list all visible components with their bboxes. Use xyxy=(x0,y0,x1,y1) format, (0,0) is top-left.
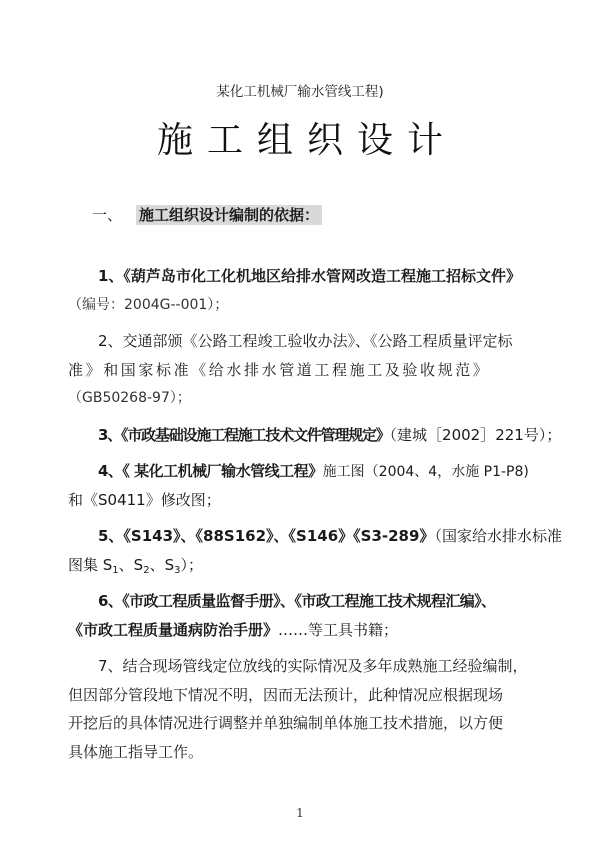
list-item-text-bold: 4、《 某化工机械厂输水管线工程》 xyxy=(98,462,323,480)
list-item-text: 7、结合现场管线定位放线的实际情况及多年成熟施工经验编制， xyxy=(98,657,528,675)
list-item-text xyxy=(68,616,544,645)
list-item-text: （GB50268-97）； xyxy=(68,390,191,406)
list-item-text xyxy=(68,522,562,551)
list-item-text xyxy=(68,421,562,450)
list-item-1 xyxy=(68,262,544,319)
list-item-text: （编号：2004G--001）； xyxy=(68,296,229,313)
list-item-text xyxy=(68,551,544,580)
list-item-text-bold: 3、《市政基础设施工程施工技术文件管理规定》 xyxy=(98,425,390,444)
list-item-text: ）； xyxy=(180,555,203,574)
subscript: 2 xyxy=(143,564,150,576)
list-item-text xyxy=(68,457,544,486)
list-item-text-bold: 《市政工程质量通病防治手册》 xyxy=(68,620,279,639)
list-item-text: （建城［2002］221号）； xyxy=(389,425,562,444)
list-item-text: 、S xyxy=(149,555,175,574)
document-title: 施工组织设计 xyxy=(156,120,457,161)
list-item-text: 2、交通部颁《公路工程竣工验收办法》、《公路工程质量评定标 xyxy=(98,332,513,350)
list-item-text: 、S xyxy=(118,555,144,574)
list-item-5 xyxy=(68,522,562,579)
document-body xyxy=(68,262,562,766)
list-item-3 xyxy=(68,421,562,450)
subscript: 1 xyxy=(112,564,119,576)
list-item-text: 开挖后的具体情况进行调整并单独编制单体施工技术措施，以方便 xyxy=(68,714,504,732)
list-item-text: 准》和国家标准《给水排水管道工程施工及验收规范》 xyxy=(68,360,491,379)
list-item-4 xyxy=(68,457,544,514)
list-item-text: （国家给水排水标准 xyxy=(434,527,562,545)
section-heading xyxy=(92,204,322,225)
list-item-text: ……等工具书籍； xyxy=(278,620,399,639)
list-item-text: 图集 S xyxy=(68,555,113,574)
list-item-text: 和《S0411》修改图； xyxy=(68,490,221,509)
page-number: 1 xyxy=(296,806,304,820)
list-item-text: 施工图（2004、4，水施 P1-P8) xyxy=(322,464,529,480)
section-number: 一、 xyxy=(92,206,123,224)
list-item-7 xyxy=(68,652,544,766)
project-subtitle: 某化工机械厂输水管线工程) xyxy=(216,84,384,100)
list-item-6 xyxy=(68,587,544,644)
subscript: 3 xyxy=(174,564,181,576)
list-item-2 xyxy=(68,327,544,413)
list-item-text: 1、《葫芦岛市化工化机地区给排水管网改造工程施工招标文件》 xyxy=(98,267,521,285)
list-item-text: 但因部分管段地下情况不明，因而无法预计，此种情况应根据现场 xyxy=(68,685,504,704)
section-title-highlighted: 施工组织设计编制的依据： xyxy=(136,205,322,225)
list-item-text-bold: 5、《S143》、《88S162》、《S146》《S3-289》 xyxy=(98,527,435,545)
list-item-text: 具体施工指导工作。 xyxy=(68,742,204,761)
list-item-text: 6、《市政工程质量监督手册》、《市政工程施工技术规程汇编》、 xyxy=(98,592,496,610)
